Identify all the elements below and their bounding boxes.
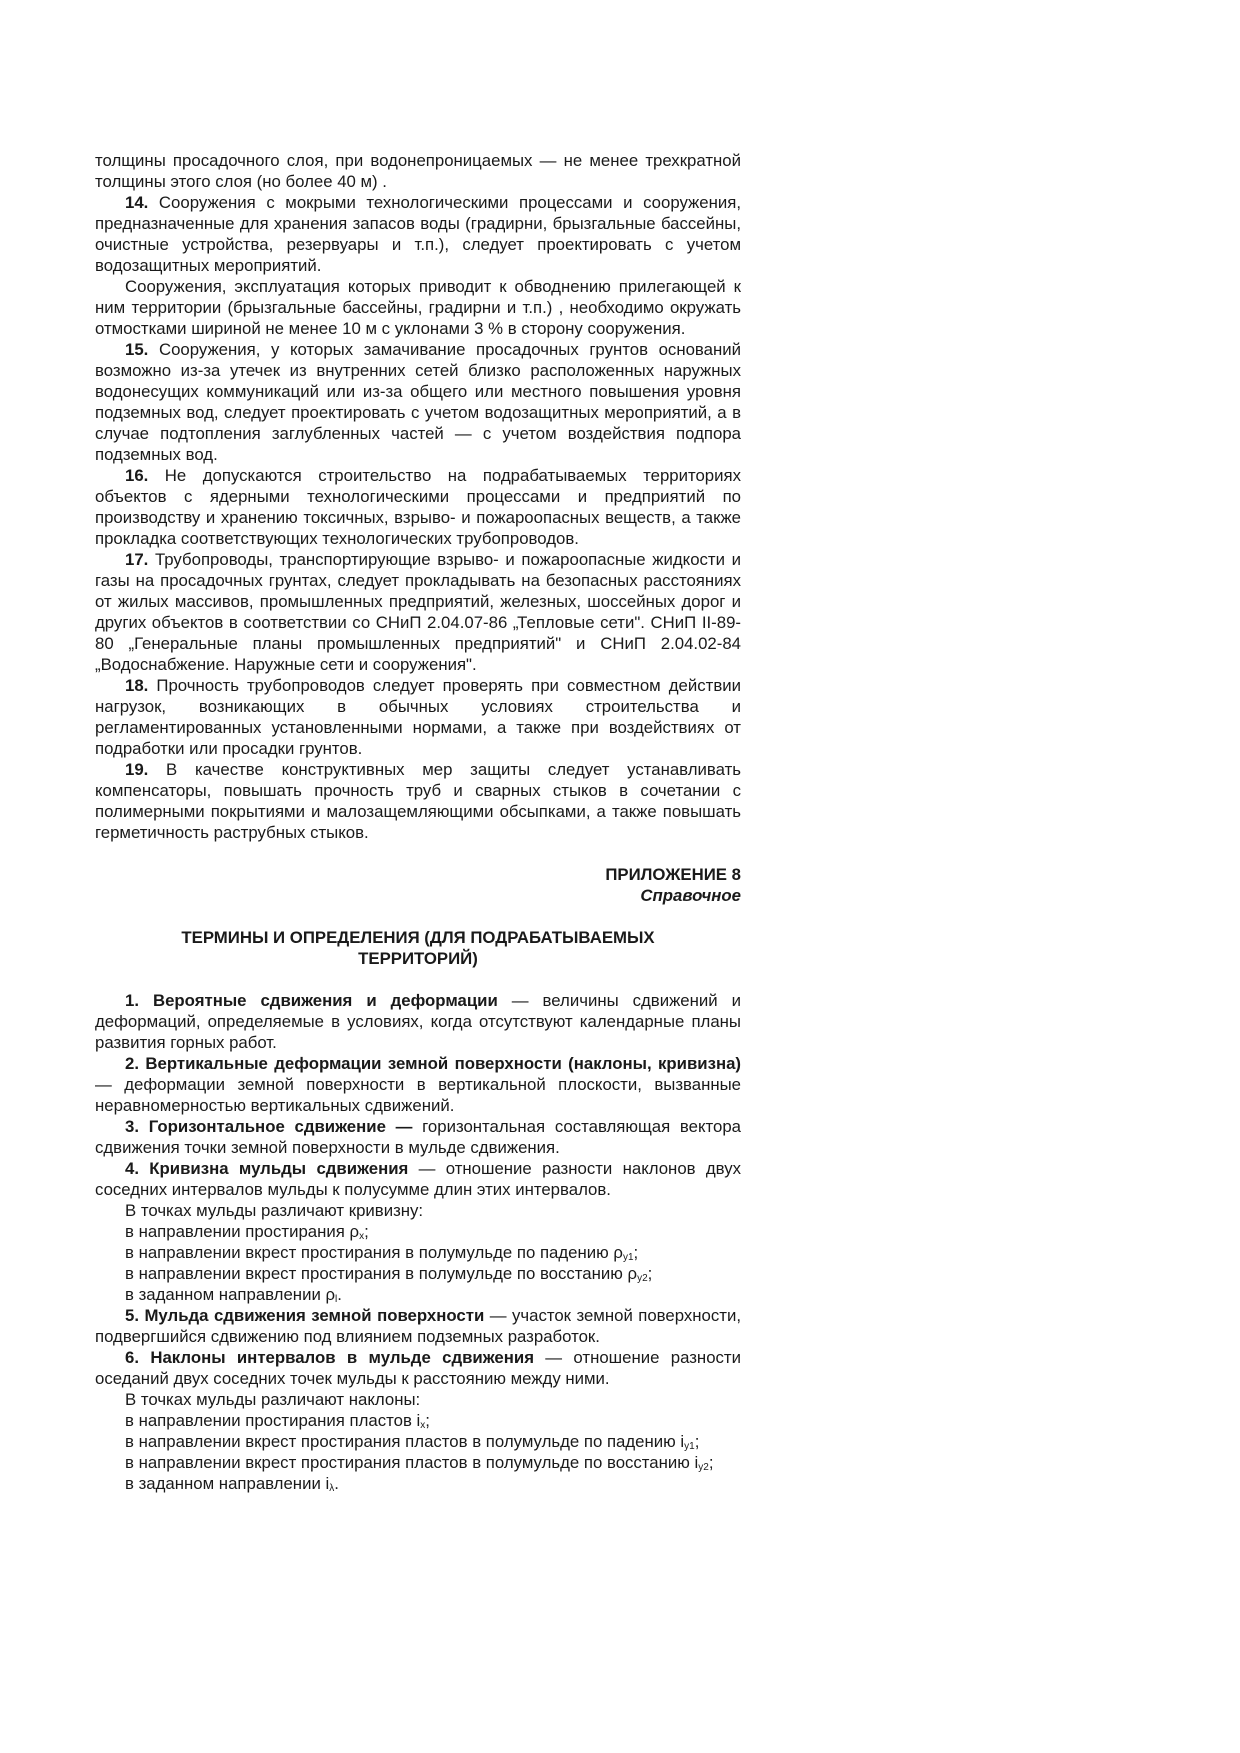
definition-term: 6. Наклоны интервалов в мульде сдвижения <box>125 1348 534 1367</box>
paragraph-text: В качестве конструктивных мер защиты следует устанавливать компенсаторы, повышать прочность труб и сварных стыков в сочетании с полимерными покрытиями и малозащемляющими обсыпками, а также повышать герметичность раструбных стыков. <box>95 760 741 842</box>
definitions-block <box>95 990 741 1494</box>
paragraph-text: Сооружения с мокрыми технологическими процессами и сооружения, предназначенные для хранения запасов воды (градирни, брызгальные бассейны, очистные устройства, резервуары и т.п.), следует проектировать с учетом водозащитных мероприятий. <box>95 193 741 275</box>
definition-term: 2. Вертикальные деформации земной поверхности (наклоны, кривизна) <box>125 1054 741 1073</box>
paragraph-19 <box>95 759 741 843</box>
curvature-item: в направлении простирания $\rho_x$; <box>125 1222 369 1242</box>
definition-text: горизонтальная составляющая вектора сдвижения точки земной поверхности в мульде сдвижения. <box>95 1117 741 1157</box>
paragraph-number: 15. <box>125 340 149 359</box>
paragraph-14 <box>95 192 741 276</box>
definition-text: — отношение разности оседаний двух соседних точек мульды к расстоянию между ними. <box>95 1348 741 1388</box>
definition-1 <box>95 990 741 1053</box>
paragraph-text: Трубопроводы, транспортирующие взрыво- и пожароопасные жидкости и газы на просадочных грунтах, следует прокладывать на безопасных расстояниях от жилых массивов, промышленных предприятий, железных, шоссейных дорог и других объектов в соответствии со СНиП 2.04.07-86 „Тепловые сети". СНиП II-89-80 „Генеральные планы промышленных предприятий" и СНиП 2.04.02-84 „Водоснабжение. Наружные сети и сооружения". <box>95 550 741 674</box>
definition-3 <box>95 1116 741 1158</box>
paragraph-number: 16. <box>125 466 149 485</box>
paragraph-14-cont <box>95 276 741 339</box>
paragraph-16 <box>95 465 741 549</box>
paragraph-18 <box>95 675 741 759</box>
paragraph-text: Сооружения, у которых замачивание просадочных грунтов оснований возможно из-за утечек из внутренних сетей близко расположенных наружных водонесущих коммуникаций или из-за общего или местного повышения уровня подземных вод, следует проектировать с учетом водозащитных мероприятий, а в случае подтопления заглубленных частей — с учетом воздействия подпора подземных вод. <box>95 340 741 464</box>
paragraph-15 <box>95 339 741 465</box>
definition-term: 1. Вероятные сдвижения и деформации <box>125 991 498 1010</box>
paragraph-17 <box>95 549 741 675</box>
paragraph-text: Не допускаются строительство на подрабатываемых территориях объектов с ядерными технологическими процессами и предприятий по производству и хранению токсичных, взрыво- и пожароопасных веществ, а также прокладка соответствующих технологических трубопроводов. <box>95 466 741 548</box>
tilt-item: в заданном направлении $i_\lambda$. <box>125 1474 339 1494</box>
tilt-item: в направлении вкрест простирания пластов в полумульде по падению $i_{y1}$; <box>125 1432 700 1452</box>
paragraph-text: Прочность трубопроводов следует проверять при совместном действии нагрузок, возникающих в обычных условиях строительства и регламентированных установленными нормами, а также при воздействиях от подработки или просадки грунтов. <box>95 676 741 758</box>
definition-text: — деформации земной поверхности в вертикальной плоскости, вызванные неравномерностью вертикальных сдвижений. <box>95 1075 741 1115</box>
paragraph-text: Сооружения, эксплуатация которых приводит к обводнению прилегающей к ним территории (брызгальные бассейны, градирни и т.п.) , необходимо окружать отмостками шириной не менее 10 м с уклонами 3 % в сторону сооружения. <box>95 277 741 338</box>
paragraph-continuation <box>95 150 741 192</box>
paragraph-text: толщины просадочного слоя, при водонепроницаемых — не менее трехкратной толщины этого слоя (но более 40 м) . <box>95 151 741 191</box>
definition-term: 5. Мульда сдвижения земной поверхности <box>125 1306 485 1325</box>
document-page <box>95 150 741 1494</box>
paragraph-number: 19. <box>125 760 149 779</box>
appendix-subtitle: Справочное <box>640 886 741 905</box>
definition-text: — участок земной поверхности, подвергшийся сдвижению под влиянием подземных разработок. <box>95 1306 741 1346</box>
appendix-title: ПРИЛОЖЕНИЕ 8 <box>605 865 741 884</box>
definition-term: 4. Кривизна мульды сдвижения <box>125 1159 409 1178</box>
paragraph-number: 17. <box>125 550 149 569</box>
tilts-intro: В точках мульды различают наклоны: <box>125 1390 421 1409</box>
curvature-item: в заданном направлении $\rho_l$. <box>125 1285 342 1305</box>
definition-text: — величины сдвижений и деформаций, определяемые в условиях, когда отсутствуют календарные планы развития горных работ. <box>95 991 742 1052</box>
paragraph-number: 18. <box>125 676 149 695</box>
tilt-item: в направлении простирания пластов $i_x$; <box>125 1411 430 1431</box>
curvature-intro: В точках мульды различают кривизну: <box>125 1201 424 1220</box>
paragraph-number: 14. <box>125 193 149 212</box>
tilt-item: в направлении вкрест простирания пластов в полумульде по восстанию $i_{y2}$; <box>125 1453 714 1473</box>
definition-term: 3. Горизонтальное сдвижение — <box>125 1117 413 1136</box>
definition-2 <box>95 1053 741 1116</box>
curvature-item: в направлении вкрест простирания в полумульде по падению $\rho_{y1}$; <box>125 1243 639 1263</box>
definition-4 <box>95 1158 741 1200</box>
curvature-item: в направлении вкрест простирания в полумульде по восстанию $\rho_{y2}$; <box>125 1264 653 1284</box>
section-heading: ТЕРМИНЫ И ОПРЕДЕЛЕНИЯ (ДЛЯ ПОДРАБАТЫВАЕМЫХ ТЕРРИТОРИЙ) <box>181 928 655 968</box>
definition-5 <box>95 1305 741 1347</box>
definition-6 <box>95 1347 741 1389</box>
definition-text: — отношение разности наклонов двух соседних интервалов мульды к полусумме длин этих интервалов. <box>95 1159 741 1199</box>
